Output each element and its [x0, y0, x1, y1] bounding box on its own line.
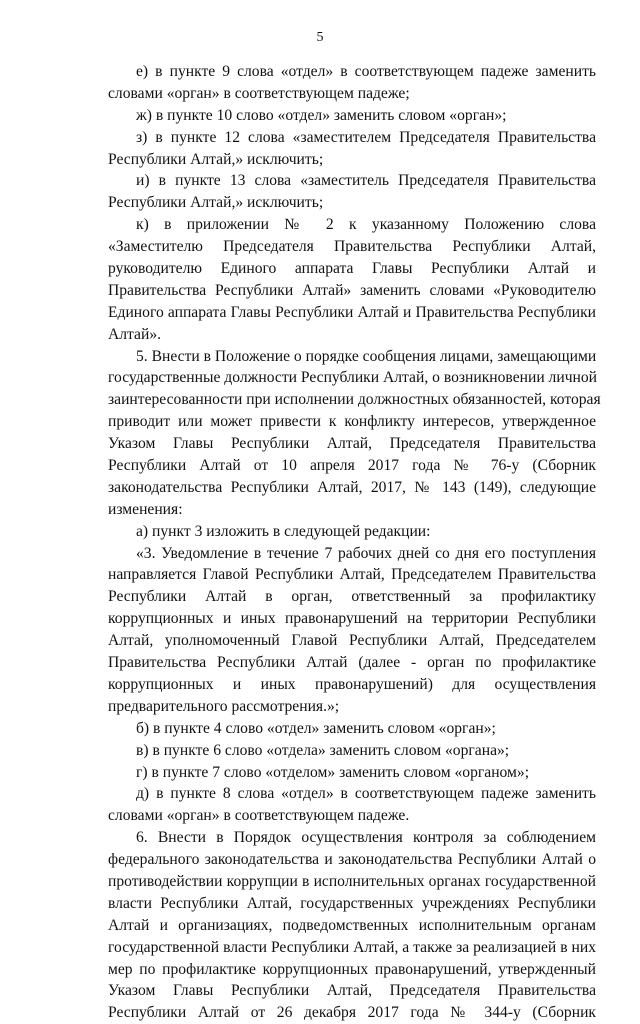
text-line: словами «орган» в соответствующем падеже. [108, 807, 410, 825]
text-line: а) пункт 3 изложить в следующей редакции: [136, 522, 431, 540]
text-line: д) в пункте 8 слова «отдел» в соответствующем падеже заменить [136, 785, 596, 803]
text-line: мер по профилактике коррупционных правонарушений, утвержденный [108, 960, 596, 978]
text-line: заинтересованности при исполнении должностных обязанностей, которая [108, 391, 601, 409]
text-line: г) в пункте 7 слово «отделом» заменить словом «органом»; [136, 763, 530, 781]
text-line: «Заместителю Председателя Правительства Республики Алтай, [108, 238, 596, 256]
text-line: государственные должности Республики Алтай, о возникновении личной [108, 369, 598, 387]
text-line: законодательства Республики Алтай, 2017, № 143 (149), следующие [108, 478, 596, 496]
text-line: Указом Главы Республики Алтай, Председателя Правительства [108, 435, 596, 453]
text-line: к) в приложении № 2 к указанному Положению слова [136, 216, 596, 234]
text-line: б) в пункте 4 слово «отдел» заменить словом «орган»; [136, 719, 496, 737]
page-number: 5 [316, 30, 324, 45]
text-line: руководителю Единого аппарата Главы Республики Алтай и [108, 260, 596, 278]
text-line: Республики Алтай,» исключить; [108, 150, 324, 168]
text-line: е) в пункте 9 слова «отдел» в соответствующем падеже заменить [136, 63, 596, 80]
text-line: 6. Внести в Порядок осуществления контроля за соблюдением [136, 829, 596, 847]
text-line: Алтай, уполномоченный Главой Республики Алтай, Председателем [108, 632, 596, 650]
text-line: коррупционных и иных правонарушений на территории Республики [108, 610, 596, 628]
text-line: федерального законодательства и законодательства Республики Алтай о [108, 851, 596, 869]
text-line: з) в пункте 12 слова «заместителем Председателя Правительства [136, 128, 596, 146]
text-line: словами «орган» в соответствующем падеже; [108, 84, 410, 102]
text-line: ж) в пункте 10 слово «отдел» заменить словом «орган»; [136, 106, 507, 124]
text-line: коррупционных и иных правонарушений) для осуществления [108, 675, 596, 693]
text-line: в) в пункте 6 слово «отдела» заменить словом «органа»; [136, 741, 510, 759]
text-line: Алтай и организациях, подведомственных исполнительным органам [108, 916, 596, 934]
text-line: «3. Уведомление в течение 7 рабочих дней со дня его поступления [136, 544, 596, 562]
text-line: Республики Алтай от 10 апреля 2017 года № 76-у (Сборник [108, 457, 596, 475]
text-line: государственной власти Республики Алтай, а также за реализацией в них [108, 938, 596, 956]
text-line: направляется Главой Республики Алтай, Председателем Правительства [108, 566, 596, 584]
text-line: Правительства Республики Алтай» заменить словами «Руководителю [108, 281, 596, 299]
text-line: Единого аппарата Главы Республики Алтай и Правительства Республики [108, 303, 596, 321]
document-body [108, 61, 601, 1024]
text-line: Республики Алтай в орган, ответственный за профилактику [108, 588, 596, 606]
text-line: и) в пункте 13 слова «заместитель Председателя Правительства [136, 172, 596, 190]
text-line: предварительного рассмотрения.»; [108, 697, 340, 715]
text-line: изменения: [108, 500, 183, 518]
text-line: Республики Алтай,» исключить; [108, 194, 324, 212]
text-line: приводит или может привести к конфликту интересов, утвержденное [108, 413, 596, 431]
text-line: Республики Алтай от 26 декабря 2017 года № 344-у (Сборник [108, 1004, 596, 1022]
text-line: противодействии коррупции в исполнительных органах государственной [108, 872, 596, 890]
text-line: Алтай». [108, 325, 162, 343]
text-line: Указом Главы Республики Алтай, Председателя Правительства [108, 982, 596, 1000]
text-line: власти Республики Алтай, государственных учреждениях Республики [108, 894, 596, 912]
text-line: 5. Внести в Положение о порядке сообщения лицами, замещающими [136, 347, 597, 365]
text-line: Правительства Республики Алтай (далее - орган по профилактике [108, 654, 596, 672]
